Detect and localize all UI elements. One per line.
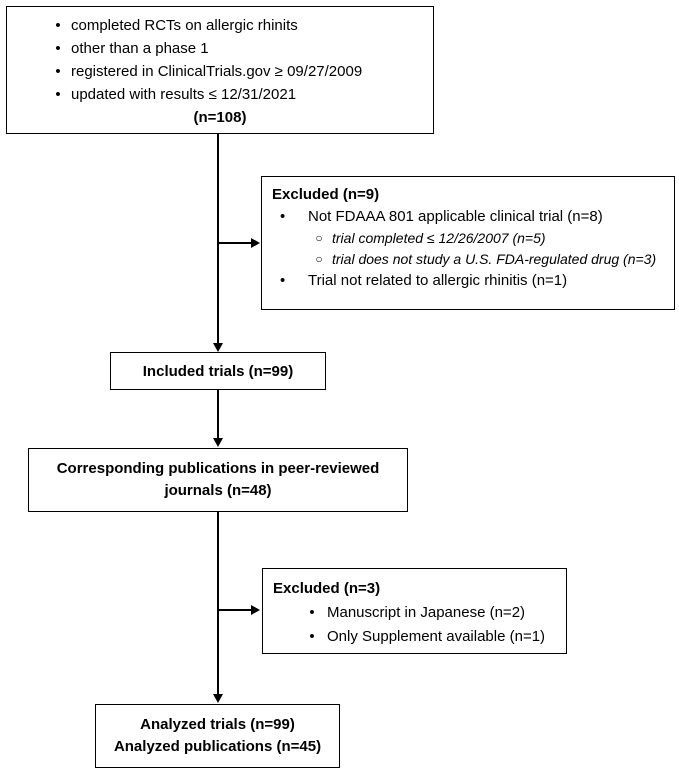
arrowhead-excluded-pubs (251, 605, 260, 615)
excluded-trials-item-text: Trial not related to allergic rhinitis (n=1) (308, 272, 568, 289)
criteria-item (7, 83, 433, 106)
criteria-item (7, 37, 433, 60)
criteria-count: (n=108) (193, 109, 247, 126)
criteria-item-text: completed RCTs on allergic rhinits (71, 17, 298, 34)
bullet-icon: • (55, 17, 61, 34)
excluded-trials-subitem (272, 228, 668, 249)
excluded-publications-item (273, 625, 560, 649)
excluded-trials-item (272, 270, 668, 292)
excluded-trials-item-text: Not FDAAA 801 applicable clinical trial (n=8) (308, 208, 603, 225)
criteria-box (6, 6, 434, 134)
criteria-item-text: other than a phase 1 (71, 40, 209, 57)
analyzed-publications-label: Analyzed publications (n=45) (113, 738, 322, 755)
criteria-item-text: updated with results ≤ 12/31/2021 (71, 86, 297, 103)
analyzed-trials-label: Analyzed trials (n=99) (140, 716, 295, 733)
criteria-item-text: registered in ClinicalTrials.gov ≥ 09/27/2009 (71, 63, 363, 80)
excluded-publications-title: Excluded (n=3) (273, 580, 381, 597)
excluded-publications-box (262, 568, 567, 654)
analyzed-box (95, 704, 340, 768)
excluded-trials-subitem-text: trial completed ≤ 12/26/2007 (n=5) (332, 230, 546, 246)
included-trials-box (110, 352, 326, 390)
bullet-icon: • (280, 208, 286, 225)
excluded-publications-item-text: Only Supplement available (n=1) (327, 628, 546, 645)
arrowhead-publications (213, 438, 223, 447)
bullet-icon: • (55, 63, 61, 80)
excluded-publications-item (273, 601, 560, 625)
bullet-icon: • (309, 604, 315, 621)
arrowhead-analyzed (213, 694, 223, 703)
bullet-icon: • (55, 40, 61, 57)
bullet-icon: • (280, 272, 286, 289)
included-trials-label: Included trials (n=99) (142, 362, 294, 380)
excluded-trials-title: Excluded (n=9) (272, 186, 380, 203)
criteria-item (7, 14, 433, 37)
bullet-icon: • (55, 86, 61, 103)
publications-box (28, 448, 408, 512)
arrowhead-excluded-trials (251, 238, 260, 248)
circle-bullet-icon: ○ (315, 252, 323, 266)
excluded-trials-item (272, 206, 668, 228)
arrowhead-included (213, 343, 223, 352)
criteria-item (7, 60, 433, 83)
circle-bullet-icon: ○ (315, 231, 323, 245)
publications-line2: journals (n=48) (164, 482, 272, 499)
excluded-publications-item-text: Manuscript in Japanese (n=2) (327, 604, 526, 621)
excluded-trials-subitem-text: trial does not study a U.S. FDA-regulated drug (n=3) (332, 251, 657, 267)
excluded-trials-subitem (272, 249, 668, 270)
bullet-icon: • (309, 628, 315, 645)
excluded-trials-box (261, 176, 675, 310)
publications-line1: Corresponding publications in peer-reviewed (56, 460, 380, 477)
